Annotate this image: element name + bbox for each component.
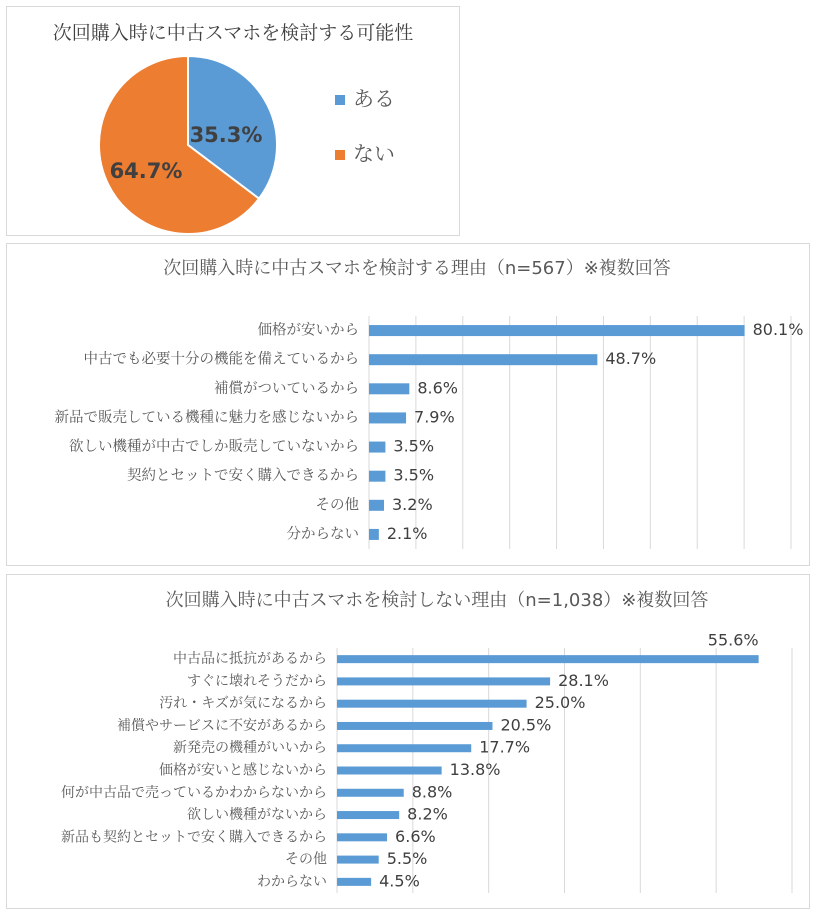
category-label: 価格が安いから [257, 322, 359, 339]
category-label: 欲しい機種がないから [187, 807, 327, 824]
category-label: 欲しい機種が中古でしか販売していないから [69, 439, 359, 456]
bar [369, 354, 597, 365]
category-label: 新品で販売している機種に魅力を感じないから [54, 409, 359, 426]
bar [337, 744, 471, 752]
data-label: 4.5% [379, 871, 420, 891]
legend-swatch [335, 150, 345, 160]
chart-title: 次回購入時に中古スマホを検討する理由（n=567）※複数回答 [163, 258, 671, 279]
bar [337, 655, 759, 663]
data-label: 64.7% [109, 159, 183, 183]
not-consider-reasons-chart [7, 575, 809, 908]
consider-reasons-chart-panel [6, 243, 810, 566]
category-label: 汚れ・キズが気になるから [159, 695, 327, 712]
data-label: 8.2% [407, 804, 448, 824]
category-label: 中古でも必要十分の機能を備えているから [83, 351, 359, 368]
data-label: 7.9% [414, 407, 455, 427]
data-label: 5.5% [386, 849, 428, 869]
data-label: 55.6% [707, 630, 759, 650]
chart-title: 次回購入時に中古スマホを検討しない理由（n=1,038）※複数回答 [165, 590, 709, 611]
data-label: 2.1% [386, 523, 428, 543]
category-label: 新品も契約とセットで安く購入できるから [61, 829, 327, 846]
consider-reasons-chart [7, 244, 809, 565]
bar [369, 442, 385, 453]
data-label: 8.8% [411, 782, 453, 802]
category-label: 何が中古品で売っているかわからないから [61, 784, 327, 801]
bar [369, 529, 379, 540]
bar [337, 789, 404, 797]
data-label: 6.6% [395, 826, 436, 846]
data-label: 3.5% [393, 436, 435, 456]
data-label: 17.7% [479, 737, 531, 757]
data-label: 3.5% [393, 465, 435, 485]
category-label: 補償やサービスに不安があるから [117, 717, 327, 734]
bar [369, 325, 745, 336]
category-label: その他 [285, 851, 327, 868]
bar [369, 471, 385, 482]
data-label: 28.1% [558, 670, 609, 690]
bar [369, 383, 409, 394]
data-label: 48.7% [605, 349, 657, 369]
category-label: わからない [257, 873, 327, 890]
data-label: 20.5% [500, 715, 552, 735]
category-label: すぐに壊れそうだから [187, 673, 327, 690]
category-label: 新発売の機種がいいから [173, 740, 327, 757]
bar [369, 500, 384, 511]
bar [337, 878, 371, 886]
data-label: 80.1% [752, 320, 804, 340]
legend-entry: ある [353, 87, 395, 111]
pie-chart-panel [6, 6, 460, 236]
chart-title: 次回購入時に中古スマホを検討する可能性 [52, 22, 414, 44]
category-label: 契約とセットで安く購入できるから [127, 468, 359, 485]
bar [337, 722, 492, 730]
category-label: 分からない [286, 526, 359, 543]
legend-entry: ない [353, 142, 395, 166]
bar [337, 677, 550, 685]
legend-swatch [335, 95, 345, 105]
category-label: 中古品に抵抗があるから [173, 651, 327, 668]
data-label: 35.3% [189, 123, 263, 147]
pie-chart [7, 7, 459, 235]
bar [337, 767, 442, 775]
data-label: 25.0% [534, 693, 586, 713]
bar [337, 856, 379, 864]
bar [337, 700, 527, 708]
data-label: 3.2% [392, 494, 433, 514]
bar [337, 811, 399, 819]
category-label: 補償がついているから [214, 380, 359, 397]
category-label: 価格が安いと感じないから [159, 762, 327, 779]
data-label: 8.6% [417, 378, 458, 398]
data-label: 13.8% [449, 760, 501, 779]
category-label: その他 [315, 497, 359, 514]
bar [369, 412, 406, 423]
bar [337, 833, 387, 841]
not-consider-reasons-chart-panel [6, 574, 810, 909]
